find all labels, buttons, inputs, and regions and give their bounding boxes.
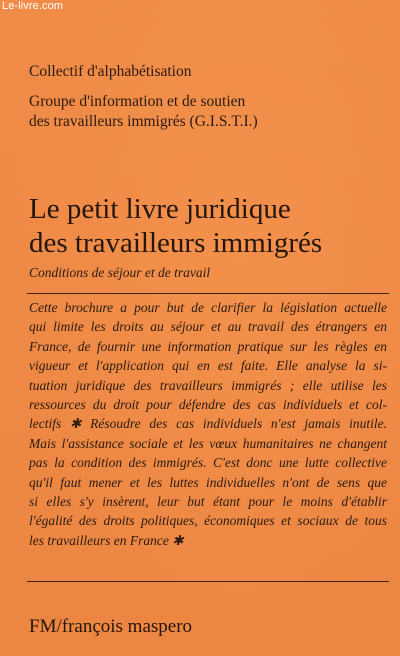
- blurb-line: qu'il faut mener et les luttes individuelles n'ont de sens que: [29, 474, 387, 490]
- blurb-line: qui limite les droits au séjour et au travail des étrangers en: [29, 319, 387, 335]
- book-title: [29, 192, 322, 260]
- blurb-line: pas la condition des immigrés. C'est donc une lutte collective: [29, 455, 387, 471]
- group-name-line-2: des travailleurs immigrés (G.I.S.T.I.): [29, 113, 258, 130]
- blurb-line: Cette brochure a pour but de clarifier la législation actuelle: [29, 300, 387, 315]
- blurb-text: [29, 298, 387, 550]
- group-name-line-1: Groupe d'information et de soutien: [29, 93, 246, 110]
- blurb-line: lectifs ✱ Résoudre des cas individuels n'est jamais inutile.: [29, 416, 387, 432]
- book-title-line-2: des travailleurs immigrés: [29, 227, 323, 259]
- blurb-line: vigueur et l'application qui en est faite. Elle analyse la si-: [29, 358, 387, 374]
- book-title-line-1: Le petit livre juridique: [29, 193, 291, 225]
- book-subtitle: Conditions de séjour et de travail: [29, 265, 211, 280]
- group-name: [29, 92, 379, 132]
- collective-name: Collectif d'alphabétisation: [29, 63, 192, 80]
- publisher-name: FM/françois maspero: [29, 616, 193, 637]
- blurb-line: ressources du droit pour défendre des cas individuels et col-: [29, 397, 387, 413]
- blurb-line: les travailleurs en France ✱: [29, 532, 184, 548]
- top-divider: [27, 293, 389, 294]
- blurb-line: Mais l'assistance sociale et les vœux humanitaires ne changent: [29, 435, 387, 451]
- bottom-divider: [27, 581, 389, 582]
- blurb-line: l'égalité des droits politiques, économiques et sociaux de tous: [29, 513, 387, 529]
- blurb-line: France, de fournir une information pratique sur les règles en: [29, 338, 387, 354]
- blurb-line: si elles s'y insèrent, leur but étant pour le moins d'établir: [29, 494, 387, 510]
- blurb-line: tuation juridique des travailleurs immigrés ; elle utilise les: [29, 377, 387, 393]
- watermark: Le-livre.com: [2, 0, 64, 12]
